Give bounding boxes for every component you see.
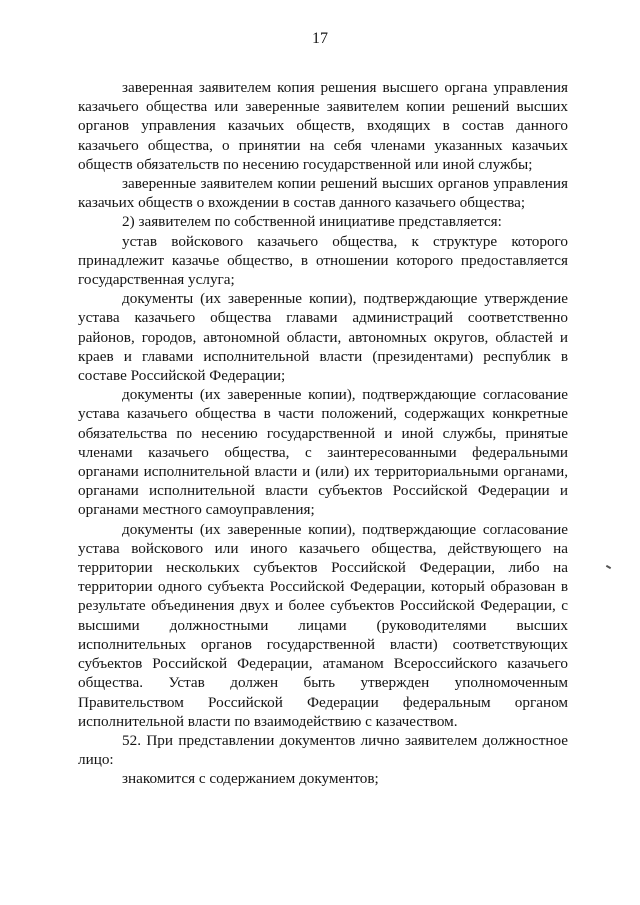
paragraph-charter-approval: документы (их заверенные копии), подтверждающие утверждение устава казачьего общества главами администраций соответственно районов, городов, автономной области, автономных округов, областей и краев и главами исполнительной власти (президентами) республик в составе Российской Федерации; (78, 290, 568, 385)
paragraph-joining-decisions: заверенные заявителем копии решений высших органов управления казачьих обществ о вхождении в состав данного казачьего общества; (78, 175, 568, 212)
paragraph-charter-coordination: документы (их заверенные копии), подтверждающие согласование устава казачьего общества в части положений, содержащих конкретные обязательства по несению государственной и иной службы, принятые членами казачьего общества, с заинтересованными федеральными органами исполнительной власти и (или) их территориальными органами, органами исполнительной власти субъектов Российской Федерации и органами местного самоуправления; (78, 386, 568, 519)
paragraph-section-52: 52. При представлении документов лично заявителем должностное лицо: (78, 731, 568, 769)
paragraph-review-documents: знакомится с содержанием документов; (122, 770, 379, 788)
paragraph-multi-region-coordination: документы (их заверенные копии), подтверждающие согласование устава войскового или иного казачьего общества, действующего на территории нескольких субъектов Российской Федерации, либо на территории одного субъекта Российской Федерации, который образован в результате объединения двух и более субъектов Российской Федерации, с высшими должностными лицами (руководителями высших исполнительных органов государственной власти) соответствующих субъектов Российской Федерации, атаманом Всероссийского казачьего общества. Устав должен быть утвержден уполномоченным Правительством Российской Федерации федеральным органом исполнительной власти по взаимодействию с казачеством. (78, 520, 568, 730)
document-body (78, 78, 568, 789)
paragraph-certified-decision-copy: заверенная заявителем копия решения высшего органа управления казачьего общества или заверенные заявителем копии решений высших органов управления казачьих обществ, входящих в состав данного казачьего общества, о принятии на себя членами указанных казачьих обществ обязательств по несению государственной или иной службы; (78, 79, 568, 173)
paragraph-own-initiative: 2) заявителем по собственной инициативе представляется: (122, 213, 502, 231)
paragraph-military-society-charter: устав войскового казачьего общества, к структуре которого принадлежит казачье общество, в отношении которого предоставляется государственная услуга; (78, 232, 568, 289)
scan-artifact (606, 565, 611, 569)
page-number: 17 (312, 30, 328, 47)
